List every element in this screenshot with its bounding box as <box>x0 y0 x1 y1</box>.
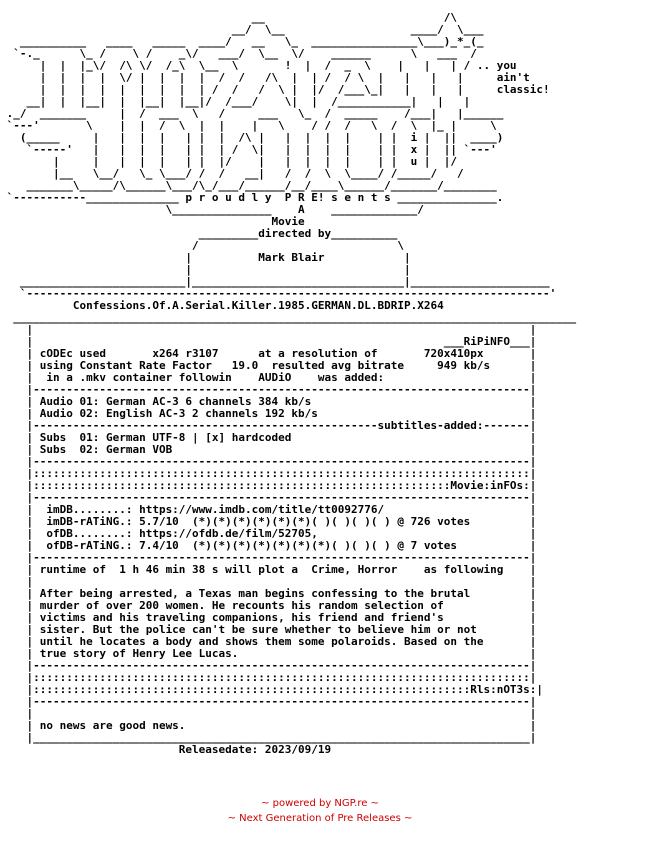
nfo-line: | | | | | | | |/ | | | | | | | u | |/ <box>0 155 457 168</box>
nfo-line: |__ \__/ \_ \___/ / / __| / / \ \____/ /_____/ / <box>0 167 464 180</box>
nfo-line: __ /\ <box>0 11 457 24</box>
nfo-line: | until he locates a body and shows them some polaroids. Based on the | <box>0 635 537 648</box>
nfo-line: `-------------------------------------------------------------------------------' <box>0 287 557 300</box>
nfo-line: | no news are good news. | <box>0 719 537 732</box>
nfo-line: |---------------------------------------------------------------------------| <box>0 491 537 504</box>
nfo-line: | ___RiPiNFO___| <box>0 335 537 348</box>
nfo-line: / \ <box>0 239 404 252</box>
nfo-line: |---------------------------------------------------------------------------| <box>0 659 537 672</box>
nfo-line: | | | | | | | | | / / / \ | |/ /___\_| | | | classic! <box>0 83 550 96</box>
nfo-line: `-----------______________ p r o u d l y P R E! s e n t s _______________. <box>0 191 504 204</box>
nfo-line: | true story of Henry Lee Lucas. | <box>0 647 537 660</box>
footer-tagline: ~ Next Generation of Pre Releases ~ <box>227 813 413 824</box>
nfo-line: |---------------------------------------------------------------------------| <box>0 551 537 564</box>
nfo-line: | imDB-rATiNG.: 5.7/10 (*)(*)(*)(*)(*)(*)( )( )( )( ) @ 726 votes | <box>0 515 537 528</box>
nfo-line: | | <box>0 263 411 276</box>
nfo-line: | ofDB........: https://ofdb.de/film/52705, | <box>0 527 537 540</box>
nfo-line: | After being arrested, a Texas man begins confessing to the brutal | <box>0 587 537 600</box>
nfo-line: | sister. But the police can't be sure whether to believe him or not | <box>0 623 537 636</box>
nfo-line: | ofDB-rATiNG.: 7.4/10 (*)(*)(*)(*)(*)(*)(*)( )( )( ) @ 7 votes | <box>0 539 537 552</box>
nfo-line: Confessions.Of.A.Serial.Killer.1985.GERMAN.DL.BDRIP.X264 <box>0 299 444 312</box>
nfo-line: |::::::::::::::::::::::::::::::::::::::::::::::::::::::::::::::::::Rls:nOT3s:| <box>0 683 544 696</box>
nfo-line: | Subs 01: German UTF-8 | [x] hardcoded | <box>0 431 537 444</box>
nfo-line: __| | |__| | |__| |__|/ /___/ \| | /___________| | | <box>0 95 471 108</box>
nfo-line: __/ \__ ____/ \___ <box>0 23 484 36</box>
nfo-line: | murder of over 200 women. He recounts his random selection of | <box>0 599 537 612</box>
nfo-line: | | <box>0 323 537 336</box>
nfo-line: |---------------------------------------------------------------------------| <box>0 455 537 468</box>
nfo-line: `---' \ | | / \ | | | \ / / / \ / \ |_ | \ <box>0 119 497 132</box>
nfo-line: | victims and his traveling companions, his friend and friend's | <box>0 611 537 624</box>
nfo-line: _____________________________________________________________________________________ <box>0 311 577 324</box>
nfo-line: | Mark Blair | <box>0 251 411 264</box>
nfo-line: |----------------------------------------------------subtitles-added:-------| <box>0 419 537 432</box>
nfo-line: | in a .mkv container followin AUDiO was added: | <box>0 371 537 384</box>
nfo-line: _________________________|________________________________|_____________________ <box>0 275 550 288</box>
footer-powered-by: ~ powered by NGP.re ~ <box>261 798 379 809</box>
nfo-line: __________ ____ _____ ____/ __ \_ ________________\___)_*_(_ <box>0 35 484 48</box>
nfo-line: | runtime of 1 h 46 min 38 s will plot a Crime, Horror as following | <box>0 563 537 576</box>
nfo-line: Releasedate: 2023/09/19 <box>0 743 332 756</box>
nfo-line: | | <box>0 707 537 720</box>
nfo-line: _________directed by__________ <box>0 227 398 240</box>
nfo-line: | cODEc used x264 r3107 at a resolution of 720x410px | <box>0 347 537 360</box>
nfo-line: |:::::::::::::::::::::::::::::::::::::::::::::::::::::::::::::::::::::::::::| <box>0 467 537 480</box>
nfo-line: | | |_\/ /\ \/ /_\ \__ \ ! | / _ \ | | | / .. you <box>0 59 517 72</box>
nfo-line: | using Constant Rate Factor 19.0 resulted avg bitrate 949 kb/s | <box>0 359 537 372</box>
nfo-line: |___________________________________________________________________________| <box>0 731 537 744</box>
nfo-line: | | | | \/ | | | | / / /\ | | / / \ | | | | ain't <box>0 71 530 84</box>
nfo-line: | | <box>0 575 537 588</box>
nfo-line: |:::::::::::::::::::::::::::::::::::::::::::::::::::::::::::::::Movie:inFOs:| <box>0 479 537 492</box>
nfo-line: |---------------------------------------------------------------------------| <box>0 383 537 396</box>
nfo-line: \_______________ A _____________/ <box>0 203 424 216</box>
nfo-text <box>0 12 576 756</box>
nfo-line: `-----' | | | | | | | / \| | | | | | | x | || `---' <box>0 143 497 156</box>
nfo-line: _______\_____/\______\___/\_/___/______/__/____\______/_______/________ <box>0 179 497 192</box>
nfo-line: | Audio 01: German AC-3 6 channels 384 kb/s | <box>0 395 537 408</box>
nfo-line: |:::::::::::::::::::::::::::::::::::::::::::::::::::::::::::::::::::::::::::| <box>0 671 537 684</box>
nfo-line: ._/ _______ | / ___ \ / ___ \_ / _____ /___| |______ <box>0 107 504 120</box>
nfo-line: | imDB........: https://www.imdb.com/title/tt0092776/ | <box>0 503 537 516</box>
nfo-line: |---------------------------------------------------------------------------| <box>0 695 537 708</box>
nfo-line: `-._ \_ / \ / _\/ ___/ \__ \/ ______ \ ___ / <box>0 47 477 60</box>
footer <box>0 796 640 826</box>
nfo-line: Movie <box>0 215 305 228</box>
nfo-line: | Subs 02: German VOB | <box>0 443 537 456</box>
nfo-line: (_____ | | | | | | | /\ | | | | | | | i | || ____) <box>0 131 504 144</box>
nfo-line: | Audio 02: English AC-3 2 channels 192 kb/s | <box>0 407 537 420</box>
